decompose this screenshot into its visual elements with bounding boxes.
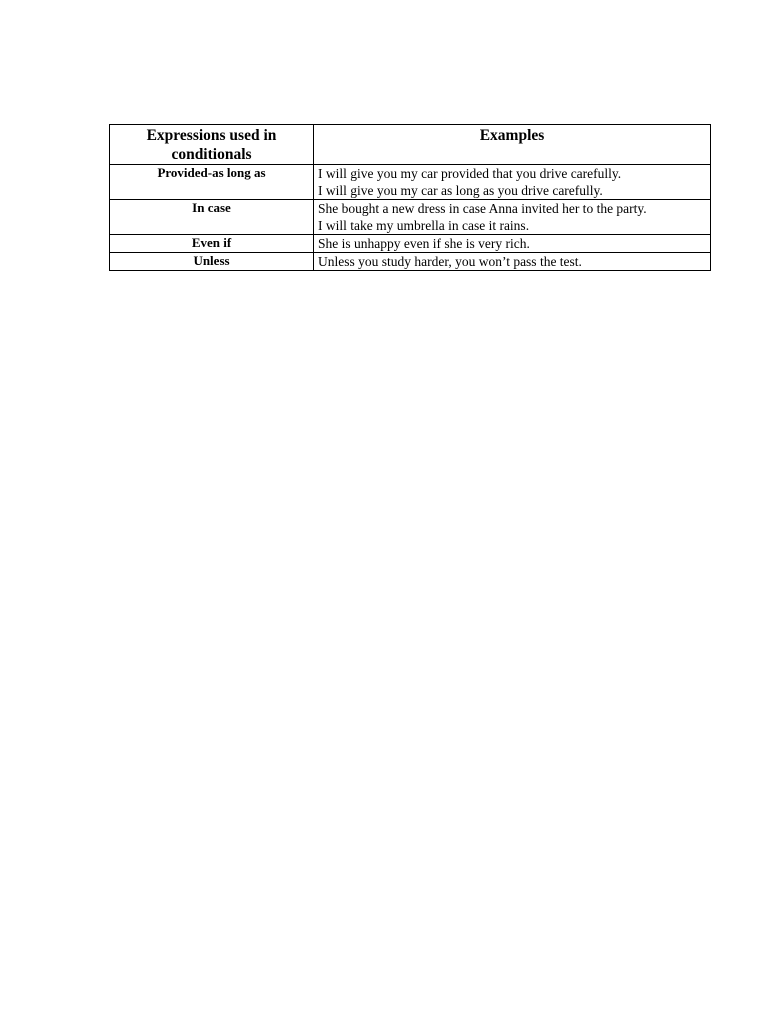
examples-cell — [314, 235, 711, 253]
table-row — [110, 200, 711, 235]
example-sentence: I will give you my car provided that you drive carefully. — [318, 166, 622, 181]
table-row — [110, 253, 711, 271]
example-sentence: I will give you my car as long as you drive carefully. — [318, 183, 603, 198]
expression-cell: Even if — [110, 235, 314, 253]
table-row — [110, 235, 711, 253]
table-header-row — [110, 125, 711, 165]
example-sentence: Unless you study harder, you won’t pass the test. — [318, 254, 582, 269]
examples-cell — [314, 165, 711, 200]
example-sentence: I will take my umbrella in case it rains. — [318, 218, 530, 233]
examples-cell — [314, 253, 711, 271]
header-expressions: Expressions used in conditionals — [110, 125, 314, 165]
example-sentence: She is unhappy even if she is very rich. — [318, 236, 530, 251]
conditionals-table — [109, 124, 711, 271]
expression-cell: Provided-as long as — [110, 165, 314, 200]
expression-cell: Unless — [110, 253, 314, 271]
expression-cell: In case — [110, 200, 314, 235]
examples-cell — [314, 200, 711, 235]
header-examples: Examples — [314, 125, 711, 165]
table-row — [110, 165, 711, 200]
example-sentence: She bought a new dress in case Anna invited her to the party. — [318, 201, 647, 216]
